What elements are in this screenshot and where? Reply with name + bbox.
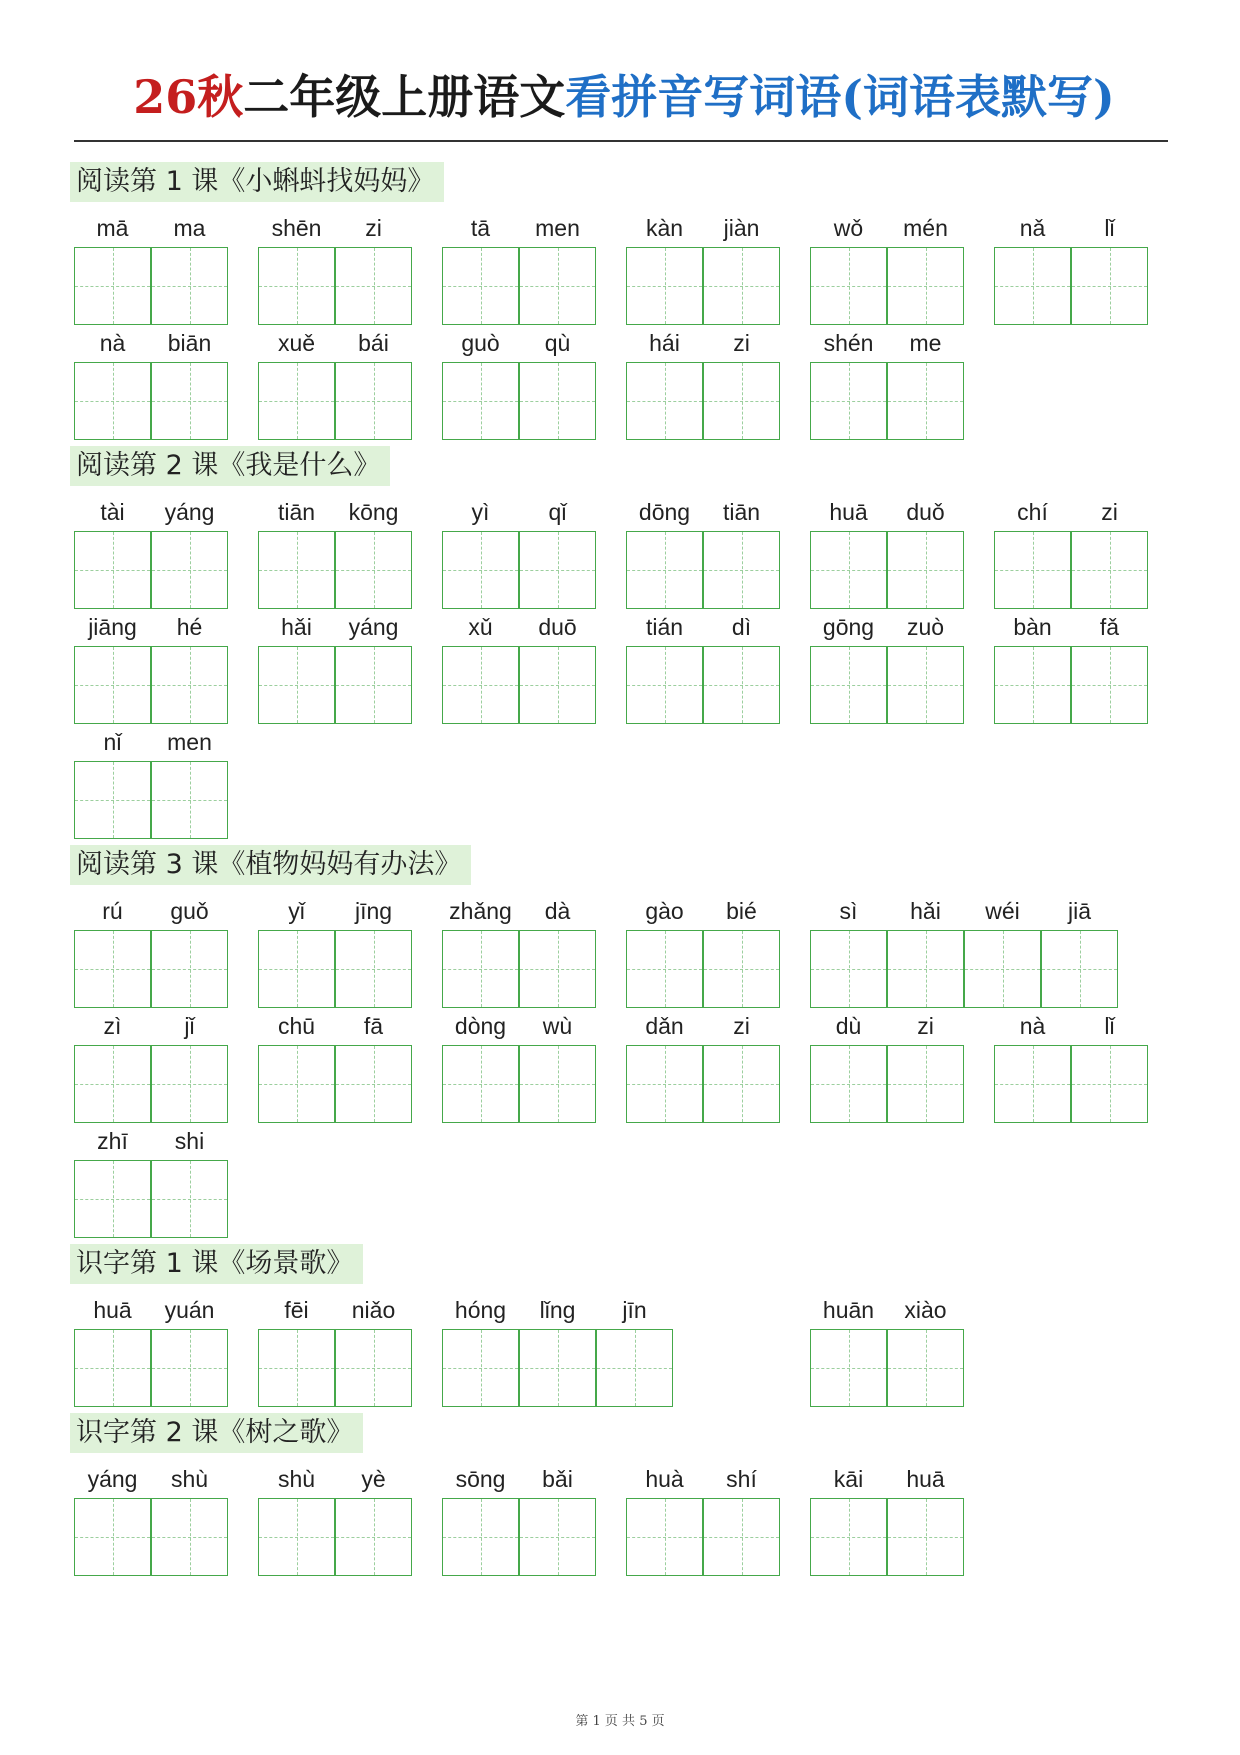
writing-box[interactable] [887, 930, 964, 1008]
grid-guide-horizontal [1072, 1084, 1147, 1085]
pinyin-label: yáng [348, 614, 399, 640]
writing-box[interactable] [74, 930, 151, 1008]
pinyin-label: zi [1101, 499, 1118, 525]
grid-guide-horizontal [152, 1537, 227, 1538]
grid-guide-horizontal [152, 1199, 227, 1200]
writing-box[interactable] [519, 930, 596, 1008]
pinyin-label: tài [100, 499, 125, 525]
writing-box[interactable] [74, 1160, 151, 1238]
grid-guide-horizontal [75, 286, 150, 287]
grid-guide-horizontal [704, 1537, 779, 1538]
pinyin-label: dì [731, 614, 752, 640]
writing-box[interactable] [151, 1498, 228, 1576]
pinyin-label: hǎi [281, 614, 312, 640]
pinyin-label: yuán [164, 1297, 215, 1323]
grid-guide-horizontal [888, 570, 963, 571]
page-footer: 第 1 页 共 5 页 [575, 1714, 665, 1729]
writing-box[interactable] [1041, 930, 1118, 1008]
pinyin-label: gào [645, 898, 684, 924]
grid-guide-horizontal [152, 969, 227, 970]
grid-guide-horizontal [75, 1199, 150, 1200]
writing-box[interactable] [887, 362, 964, 440]
pinyin-label: nǎ [1019, 215, 1046, 241]
grid-guide-horizontal [811, 969, 886, 970]
grid-guide-horizontal [443, 1084, 518, 1085]
writing-box[interactable] [703, 1498, 780, 1576]
grid-guide-horizontal [259, 1084, 334, 1085]
grid-guide-horizontal [627, 1084, 702, 1085]
pinyin-label: zi [917, 1013, 934, 1039]
pinyin-label: chí [1017, 499, 1048, 525]
writing-box[interactable] [74, 1498, 151, 1576]
pinyin-label: shén [823, 330, 874, 356]
pinyin-label: wéi [985, 898, 1020, 924]
writing-box[interactable] [335, 362, 412, 440]
pinyin-label: men [167, 729, 212, 755]
grid-guide-horizontal [995, 1084, 1070, 1085]
writing-box[interactable] [596, 1329, 673, 1407]
grid-guide-horizontal [259, 286, 334, 287]
pinyin-label: niǎo [351, 1297, 396, 1323]
pinyin-label: wǒ [833, 215, 864, 241]
pinyin-label: zi [733, 1013, 750, 1039]
lesson-heading: 阅读第 1 课《小蝌蚪找妈妈》 [70, 162, 444, 202]
pinyin-label: dǎn [645, 1013, 684, 1039]
writing-box[interactable] [151, 362, 228, 440]
pinyin-label: huān [822, 1297, 875, 1323]
pinyin-label: zuò [906, 614, 945, 640]
grid-guide-horizontal [152, 685, 227, 686]
writing-box[interactable] [442, 531, 519, 609]
grid-guide-horizontal [259, 401, 334, 402]
pinyin-label: me [909, 330, 942, 356]
grid-guide-horizontal [520, 1368, 595, 1369]
writing-box[interactable] [74, 1329, 151, 1407]
grid-guide-horizontal [520, 286, 595, 287]
pinyin-label: guò [461, 330, 500, 356]
writing-box[interactable] [519, 247, 596, 325]
pinyin-label: shí [726, 1466, 757, 1492]
title-season: 26秋 [133, 70, 244, 124]
grid-guide-horizontal [75, 800, 150, 801]
grid-guide-horizontal [888, 969, 963, 970]
grid-guide-horizontal [888, 1537, 963, 1538]
grid-guide-horizontal [152, 800, 227, 801]
pinyin-label: ma [173, 215, 206, 241]
pinyin-label: men [535, 215, 580, 241]
writing-box[interactable] [1071, 1045, 1148, 1123]
grid-guide-horizontal [1072, 286, 1147, 287]
pinyin-label: yáng [87, 1466, 138, 1492]
grid-guide-horizontal [520, 685, 595, 686]
writing-box[interactable] [887, 531, 964, 609]
writing-box[interactable] [74, 646, 151, 724]
pinyin-label: shi [174, 1128, 205, 1154]
pinyin-label: xiào [904, 1297, 947, 1323]
grid-guide-horizontal [336, 1537, 411, 1538]
grid-guide-horizontal [336, 969, 411, 970]
pinyin-label: hǎi [910, 898, 941, 924]
pinyin-label: shù [277, 1466, 316, 1492]
pinyin-label: fā [363, 1013, 384, 1039]
pinyin-label: hóng [454, 1297, 507, 1323]
writing-box[interactable] [887, 1045, 964, 1123]
pinyin-label: sōng [455, 1466, 506, 1492]
grid-guide-horizontal [888, 1368, 963, 1369]
writing-box[interactable] [258, 362, 335, 440]
pinyin-label: gōng [822, 614, 875, 640]
writing-box[interactable] [519, 646, 596, 724]
pinyin-label: kàn [645, 215, 684, 241]
writing-box[interactable] [335, 1498, 412, 1576]
writing-box[interactable] [626, 930, 703, 1008]
pinyin-label: shù [170, 1466, 209, 1492]
pinyin-label: mén [903, 215, 948, 241]
pinyin-label: jǐ [184, 1013, 195, 1039]
writing-box[interactable] [810, 362, 887, 440]
writing-box[interactable] [74, 362, 151, 440]
writing-box[interactable] [151, 646, 228, 724]
grid-guide-horizontal [888, 685, 963, 686]
grid-guide-horizontal [811, 1084, 886, 1085]
grid-guide-horizontal [995, 286, 1070, 287]
pinyin-label: huà [645, 1466, 684, 1492]
writing-box[interactable] [994, 646, 1071, 724]
pinyin-label: yì [471, 499, 490, 525]
grid-guide-horizontal [704, 570, 779, 571]
writing-box[interactable] [810, 247, 887, 325]
writing-box[interactable] [964, 930, 1041, 1008]
grid-guide-horizontal [888, 401, 963, 402]
writing-box[interactable] [335, 1045, 412, 1123]
title-grade: 二年级上册语文 [243, 70, 566, 124]
pinyin-label: shēn [271, 215, 322, 241]
writing-box[interactable] [703, 930, 780, 1008]
pinyin-label: dà [544, 898, 571, 924]
grid-guide-horizontal [627, 685, 702, 686]
grid-guide-horizontal [336, 685, 411, 686]
pinyin-label: bǎi [542, 1466, 573, 1492]
pinyin-label: hé [176, 614, 203, 640]
grid-guide-horizontal [75, 1368, 150, 1369]
writing-box[interactable] [258, 1498, 335, 1576]
pinyin-label: jīng [354, 898, 393, 924]
writing-box[interactable] [442, 930, 519, 1008]
writing-box[interactable] [74, 247, 151, 325]
writing-box[interactable] [519, 1498, 596, 1576]
pinyin-label: duǒ [906, 499, 945, 525]
writing-box[interactable] [151, 1329, 228, 1407]
pinyin-label: nà [99, 330, 126, 356]
pinyin-label: zi [365, 215, 382, 241]
pinyin-label: wù [542, 1013, 573, 1039]
grid-guide-horizontal [627, 286, 702, 287]
grid-guide-horizontal [811, 685, 886, 686]
pinyin-label: huā [829, 499, 868, 525]
pinyin-label: yáng [164, 499, 215, 525]
grid-guide-horizontal [704, 969, 779, 970]
pinyin-label: lǐ [1104, 215, 1115, 241]
writing-box[interactable] [994, 1045, 1071, 1123]
writing-box[interactable] [810, 1329, 887, 1407]
writing-box[interactable] [887, 1498, 964, 1576]
writing-box[interactable] [442, 1329, 519, 1407]
page-title [74, 62, 1174, 132]
grid-guide-horizontal [627, 570, 702, 571]
pinyin-label: nà [1019, 1013, 1046, 1039]
grid-guide-horizontal [336, 401, 411, 402]
pinyin-label: yǐ [288, 898, 305, 924]
writing-box[interactable] [442, 247, 519, 325]
writing-box[interactable] [74, 1045, 151, 1123]
lesson-heading: 阅读第 2 课《我是什么》 [70, 446, 390, 486]
grid-guide-horizontal [520, 401, 595, 402]
pinyin-label: bái [358, 330, 389, 356]
grid-guide-horizontal [520, 1537, 595, 1538]
pinyin-label: tián [645, 614, 684, 640]
writing-box[interactable] [151, 761, 228, 839]
grid-guide-horizontal [259, 685, 334, 686]
pinyin-label: xǔ [468, 614, 493, 640]
writing-box[interactable] [1071, 531, 1148, 609]
grid-guide-horizontal [152, 401, 227, 402]
writing-box[interactable] [335, 531, 412, 609]
grid-guide-horizontal [443, 685, 518, 686]
writing-box[interactable] [703, 362, 780, 440]
writing-box[interactable] [887, 646, 964, 724]
grid-guide-horizontal [965, 969, 1040, 970]
grid-guide-horizontal [888, 286, 963, 287]
pinyin-label: duō [538, 614, 577, 640]
grid-guide-horizontal [259, 1368, 334, 1369]
pinyin-label: fēi [284, 1297, 309, 1323]
grid-guide-horizontal [75, 685, 150, 686]
pinyin-label: sì [839, 898, 858, 924]
writing-box[interactable] [258, 1045, 335, 1123]
grid-guide-horizontal [259, 1537, 334, 1538]
grid-guide-horizontal [75, 969, 150, 970]
writing-box[interactable] [703, 531, 780, 609]
grid-guide-horizontal [704, 401, 779, 402]
pinyin-label: tiān [722, 499, 761, 525]
writing-box[interactable] [442, 362, 519, 440]
writing-box[interactable] [258, 247, 335, 325]
pinyin-label: huā [93, 1297, 132, 1323]
writing-box[interactable] [994, 531, 1071, 609]
writing-box[interactable] [74, 531, 151, 609]
grid-guide-horizontal [336, 570, 411, 571]
pinyin-label: lǐ [1104, 1013, 1115, 1039]
writing-box[interactable] [335, 646, 412, 724]
writing-box[interactable] [810, 646, 887, 724]
pinyin-label: tiān [277, 499, 316, 525]
grid-guide-horizontal [704, 1084, 779, 1085]
writing-box[interactable] [258, 1329, 335, 1407]
grid-guide-horizontal [336, 1084, 411, 1085]
pinyin-label: kāi [833, 1466, 864, 1492]
writing-box[interactable] [258, 531, 335, 609]
grid-guide-horizontal [520, 570, 595, 571]
grid-guide-horizontal [75, 1084, 150, 1085]
writing-box[interactable] [258, 930, 335, 1008]
pinyin-label: tā [470, 215, 491, 241]
pinyin-label: dòng [454, 1013, 507, 1039]
pinyin-label: jiāng [88, 614, 137, 640]
title-task: 看拼音写词语(词语表默写) [565, 70, 1115, 124]
writing-box[interactable] [703, 247, 780, 325]
writing-box[interactable] [626, 362, 703, 440]
pinyin-label: mā [96, 215, 129, 241]
writing-box[interactable] [810, 1045, 887, 1123]
writing-box[interactable] [151, 531, 228, 609]
grid-guide-horizontal [443, 969, 518, 970]
grid-guide-horizontal [520, 1084, 595, 1085]
writing-box[interactable] [626, 1498, 703, 1576]
writing-box[interactable] [626, 531, 703, 609]
title-divider [74, 140, 1168, 142]
writing-box[interactable] [887, 247, 964, 325]
grid-guide-horizontal [811, 1537, 886, 1538]
grid-guide-horizontal [443, 401, 518, 402]
writing-box[interactable] [887, 1329, 964, 1407]
grid-guide-horizontal [152, 1084, 227, 1085]
writing-box[interactable] [442, 1045, 519, 1123]
grid-guide-horizontal [597, 1368, 672, 1369]
pinyin-label: bàn [1013, 614, 1052, 640]
grid-guide-horizontal [75, 401, 150, 402]
pinyin-label: chū [277, 1013, 316, 1039]
grid-guide-horizontal [995, 685, 1070, 686]
pinyin-label: dù [835, 1013, 862, 1039]
grid-guide-horizontal [811, 286, 886, 287]
pinyin-label: xuě [277, 330, 316, 356]
writing-box[interactable] [810, 531, 887, 609]
grid-guide-horizontal [627, 1537, 702, 1538]
lesson-heading: 阅读第 3 课《植物妈妈有办法》 [70, 845, 471, 885]
pinyin-label: bié [726, 898, 757, 924]
writing-box[interactable] [519, 1329, 596, 1407]
writing-box[interactable] [626, 646, 703, 724]
pinyin-label: zhī [97, 1128, 128, 1154]
writing-box[interactable] [74, 761, 151, 839]
grid-guide-horizontal [811, 401, 886, 402]
writing-box[interactable] [810, 930, 887, 1008]
pinyin-label: qù [544, 330, 571, 356]
writing-box[interactable] [519, 531, 596, 609]
writing-box[interactable] [335, 247, 412, 325]
grid-guide-horizontal [259, 570, 334, 571]
pinyin-label: fǎ [1099, 614, 1120, 640]
grid-guide-horizontal [704, 286, 779, 287]
pinyin-label: zhǎng [449, 898, 512, 924]
grid-guide-horizontal [1042, 969, 1117, 970]
grid-guide-horizontal [811, 1368, 886, 1369]
grid-guide-horizontal [811, 570, 886, 571]
writing-box[interactable] [810, 1498, 887, 1576]
writing-box[interactable] [442, 1498, 519, 1576]
writing-box[interactable] [151, 1045, 228, 1123]
writing-box[interactable] [151, 247, 228, 325]
grid-guide-horizontal [1072, 685, 1147, 686]
writing-box[interactable] [1071, 247, 1148, 325]
pinyin-label: kōng [348, 499, 399, 525]
writing-box[interactable] [519, 1045, 596, 1123]
writing-box[interactable] [703, 646, 780, 724]
pinyin-label: zi [733, 330, 750, 356]
lesson-heading: 识字第 2 课《树之歌》 [70, 1413, 363, 1453]
grid-guide-horizontal [75, 570, 150, 571]
pinyin-label: rú [102, 898, 123, 924]
grid-guide-horizontal [336, 286, 411, 287]
grid-guide-horizontal [443, 286, 518, 287]
grid-guide-horizontal [888, 1084, 963, 1085]
grid-guide-horizontal [1072, 570, 1147, 571]
pinyin-label: hái [649, 330, 680, 356]
grid-guide-horizontal [520, 969, 595, 970]
grid-guide-horizontal [152, 570, 227, 571]
pinyin-label: jiā [1067, 898, 1091, 924]
grid-guide-horizontal [443, 570, 518, 571]
grid-guide-horizontal [443, 1368, 518, 1369]
writing-box[interactable] [151, 1160, 228, 1238]
writing-box[interactable] [626, 1045, 703, 1123]
grid-guide-horizontal [995, 570, 1070, 571]
writing-box[interactable] [335, 1329, 412, 1407]
writing-box[interactable] [626, 247, 703, 325]
pinyin-label: jiàn [723, 215, 760, 241]
writing-box[interactable] [258, 646, 335, 724]
pinyin-label: yè [361, 1466, 386, 1492]
pinyin-label: dōng [638, 499, 691, 525]
pinyin-label: biān [167, 330, 212, 356]
grid-guide-horizontal [627, 969, 702, 970]
grid-guide-horizontal [75, 1537, 150, 1538]
pinyin-label: nǐ [103, 729, 122, 755]
pinyin-label: qǐ [548, 499, 567, 525]
pinyin-label: guǒ [170, 898, 209, 924]
writing-box[interactable] [442, 646, 519, 724]
grid-guide-horizontal [443, 1537, 518, 1538]
grid-guide-horizontal [336, 1368, 411, 1369]
writing-box[interactable] [703, 1045, 780, 1123]
grid-guide-horizontal [152, 1368, 227, 1369]
grid-guide-horizontal [627, 401, 702, 402]
grid-guide-horizontal [259, 969, 334, 970]
pinyin-label: jīn [622, 1297, 647, 1323]
writing-box[interactable] [335, 930, 412, 1008]
writing-box[interactable] [1071, 646, 1148, 724]
writing-box[interactable] [519, 362, 596, 440]
pinyin-label: lǐng [539, 1297, 576, 1323]
pinyin-label: huā [906, 1466, 945, 1492]
grid-guide-horizontal [704, 685, 779, 686]
lesson-heading: 识字第 1 课《场景歌》 [70, 1244, 363, 1284]
pinyin-label: zì [103, 1013, 122, 1039]
writing-box[interactable] [994, 247, 1071, 325]
grid-guide-horizontal [152, 286, 227, 287]
writing-box[interactable] [151, 930, 228, 1008]
